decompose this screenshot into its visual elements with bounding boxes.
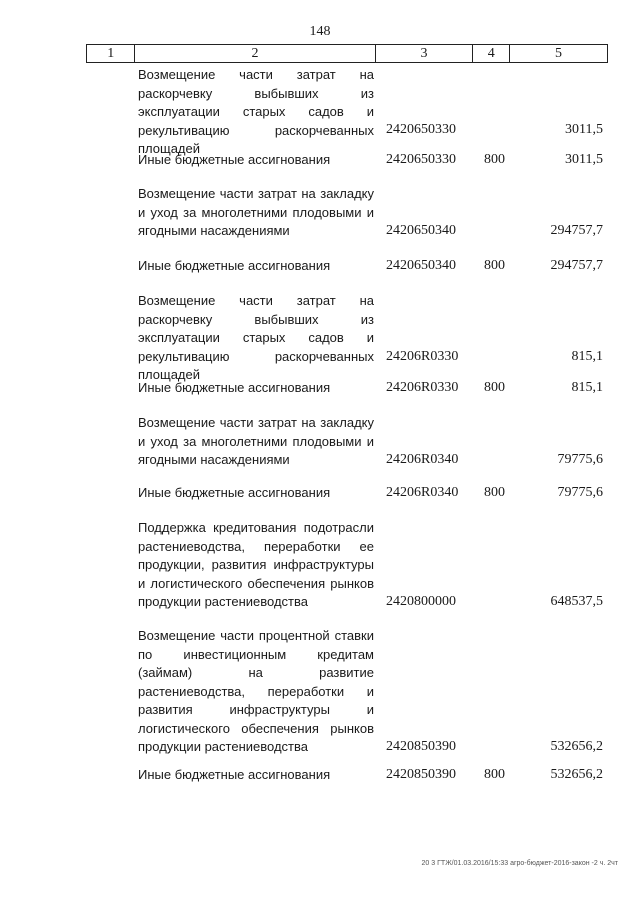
row-code: 24206R0340 [386,485,459,500]
row-type: 800 [484,258,505,273]
row-code: 24206R0340 [386,452,459,467]
row-amount: 294757,7 [550,223,603,238]
row-type: 800 [484,380,505,395]
row-description: Иные бюджетные ассигнования [138,258,331,273]
column-header-5: 5 [510,45,608,63]
row-type: 800 [484,767,505,782]
row-type: 800 [484,485,505,500]
row-description: Иные бюджетные ассигнования [138,485,331,500]
row-code: 2420850390 [386,739,456,754]
column-header-3: 3 [375,45,473,63]
row-code: 2420650330 [386,152,456,167]
row-code: 24206R0330 [386,380,459,395]
row-code: 2420650330 [386,122,456,137]
row-amount: 294757,7 [550,258,603,273]
footer-note: 20 3 ГТЖ/01.03.2016/15:33 агро-бюджет-2016-закон -2 ч. 2чт [421,860,618,867]
column-header-4: 4 [473,45,510,63]
column-header-2: 2 [135,45,375,63]
row-description: Возмещение части процентной ставки по инвестиционным кредитам (займам) на развитие растениеводства, переработки и развития инфраструктуры и логистического обеспечения рынков продукции растениеводства [138,628,374,754]
row-code: 2420650340 [386,258,456,273]
row-amount: 648537,5 [550,594,603,609]
row-amount: 532656,2 [550,767,603,782]
row-amount: 79775,6 [557,485,603,500]
row-description: Возмещение части затрат на раскорчевку выбывших из эксплуатации старых садов и рекультивацию раскорчеванных площадей [138,67,374,156]
row-amount: 79775,6 [557,452,603,467]
column-header-table [86,44,608,63]
row-description: Иные бюджетные ассигнования [138,380,331,395]
row-description: Поддержка кредитования подотрасли растениеводства, переработки ее продукции, развития инфраструктуры и логистического обеспечения рынков продукции растениеводства [138,520,374,609]
page-number: 148 [309,24,331,39]
row-amount: 532656,2 [550,739,603,754]
column-header-1: 1 [87,45,135,63]
row-code: 2420850390 [386,767,456,782]
row-description: Возмещение части затрат на раскорчевку выбывших из эксплуатации старых садов и рекультивацию раскорчеванных площадей [138,293,374,382]
row-amount: 815,1 [571,380,603,395]
row-code: 2420650340 [386,223,456,238]
row-amount: 3011,5 [565,152,603,167]
row-description: Возмещение части затрат на закладку и уход за многолетними плодовыми и ягодными насаждениями [138,186,374,238]
row-description: Возмещение части затрат на закладку и уход за многолетними плодовыми и ягодными насаждениями [138,415,374,467]
row-type: 800 [484,152,505,167]
row-code: 2420800000 [386,594,456,609]
row-code: 24206R0330 [386,349,459,364]
row-description: Иные бюджетные ассигнования [138,767,331,782]
row-amount: 815,1 [571,349,603,364]
row-amount: 3011,5 [565,122,603,137]
row-description: Иные бюджетные ассигнования [138,152,331,167]
